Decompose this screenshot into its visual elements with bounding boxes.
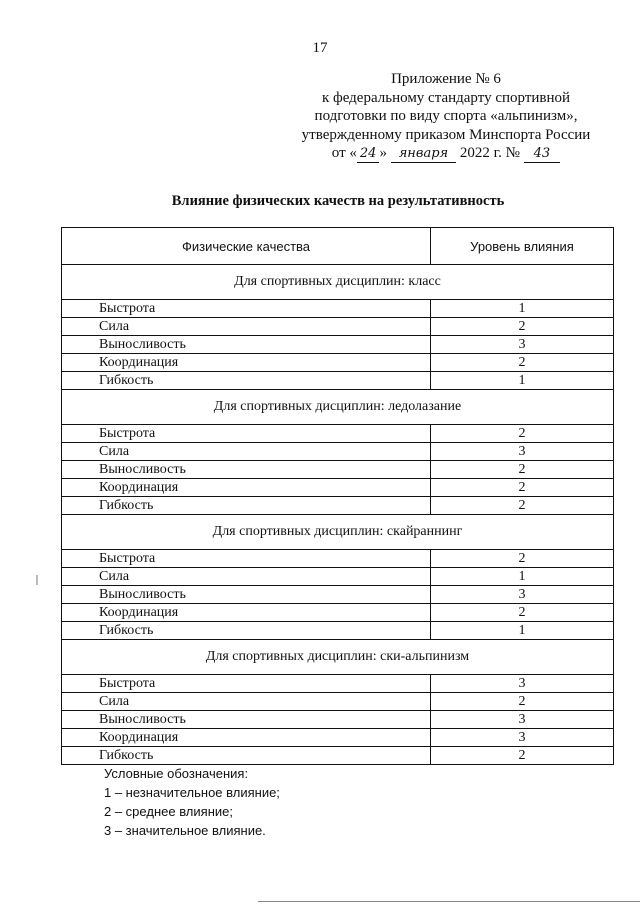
table-row: [62, 550, 614, 568]
appendix-date-line: [296, 144, 596, 163]
quality-cell: Выносливость: [62, 711, 431, 729]
table-body: [62, 228, 614, 765]
date-day: 24: [357, 146, 380, 163]
quality-cell: Координация: [62, 479, 431, 497]
legend: [104, 764, 280, 840]
table-row: [62, 729, 614, 747]
section-heading-row: [62, 640, 614, 675]
quality-cell: Сила: [62, 318, 431, 336]
level-cell: 3: [431, 443, 614, 461]
level-cell: 2: [431, 747, 614, 765]
quality-cell: Выносливость: [62, 586, 431, 604]
section-heading: Для спортивных дисциплин: ски-альпинизм: [62, 640, 614, 675]
order-number: 43: [524, 146, 561, 163]
header-quality: Физические качества: [62, 228, 431, 265]
table-row: [62, 300, 614, 318]
quality-cell: Гибкость: [62, 747, 431, 765]
level-cell: 3: [431, 336, 614, 354]
table-header-row: [62, 228, 614, 265]
header-level: Уровень влияния: [431, 228, 614, 265]
level-cell: 1: [431, 372, 614, 390]
quality-cell: Сила: [62, 568, 431, 586]
table-row: [62, 354, 614, 372]
level-cell: 2: [431, 318, 614, 336]
appendix-line-2: к федеральному стандарту спортивной: [321, 89, 571, 106]
table-row: [62, 675, 614, 693]
quality-cell: Сила: [62, 693, 431, 711]
scan-mark: [36, 575, 38, 585]
scan-edge-line: [258, 901, 640, 902]
level-cell: 1: [431, 568, 614, 586]
table-row: [62, 479, 614, 497]
level-cell: 2: [431, 354, 614, 372]
section-heading: Для спортивных дисциплин: класс: [62, 265, 614, 300]
appendix-line-4: утвержденному приказом Минспорта России: [301, 126, 591, 143]
quality-cell: Гибкость: [62, 497, 431, 515]
date-quote-close: »: [379, 145, 387, 161]
quality-cell: Выносливость: [62, 336, 431, 354]
legend-item: 3 – значительное влияние.: [104, 823, 266, 838]
table-row: [62, 336, 614, 354]
level-cell: 2: [431, 425, 614, 443]
quality-cell: Быстрота: [62, 300, 431, 318]
legend-item: 1 – незначительное влияние;: [104, 785, 280, 800]
document-title: Влияние физических качеств на результативность: [171, 193, 505, 209]
level-cell: 3: [431, 675, 614, 693]
legend-item: 2 – среднее влияние;: [104, 804, 233, 819]
quality-cell: Гибкость: [62, 372, 431, 390]
table-row: [62, 568, 614, 586]
level-cell: 2: [431, 461, 614, 479]
level-cell: 2: [431, 693, 614, 711]
table-row: [62, 461, 614, 479]
table-row: [62, 586, 614, 604]
date-prefix: от «: [331, 145, 357, 161]
level-cell: 3: [431, 729, 614, 747]
level-cell: 2: [431, 497, 614, 515]
quality-cell: Выносливость: [62, 461, 431, 479]
quality-cell: Быстрота: [62, 675, 431, 693]
influence-table: [61, 227, 614, 765]
level-cell: 1: [431, 300, 614, 318]
table-row: [62, 443, 614, 461]
quality-cell: Координация: [62, 354, 431, 372]
quality-cell: Координация: [62, 604, 431, 622]
level-cell: 2: [431, 604, 614, 622]
date-month: января: [391, 146, 456, 163]
table-row: [62, 622, 614, 640]
quality-cell: Координация: [62, 729, 431, 747]
table-row: [62, 372, 614, 390]
quality-cell: Быстрота: [62, 425, 431, 443]
appendix-title: Приложение № 6: [391, 71, 501, 87]
quality-cell: Гибкость: [62, 622, 431, 640]
section-heading-row: [62, 515, 614, 550]
level-cell: 3: [431, 711, 614, 729]
section-heading-row: [62, 265, 614, 300]
table-row: [62, 497, 614, 515]
appendix-header: [296, 70, 596, 163]
quality-cell: Быстрота: [62, 550, 431, 568]
section-heading: Для спортивных дисциплин: ледолазание: [62, 390, 614, 425]
level-cell: 2: [431, 479, 614, 497]
table-row: [62, 425, 614, 443]
section-heading-row: [62, 390, 614, 425]
level-cell: 3: [431, 586, 614, 604]
level-cell: 1: [431, 622, 614, 640]
appendix-line-3: подготовки по виду спорта «альпинизм»,: [314, 108, 578, 124]
page-number: 17: [312, 40, 328, 56]
table-row: [62, 711, 614, 729]
date-year: 2022 г. №: [459, 145, 520, 161]
table-row: [62, 693, 614, 711]
table-row: [62, 318, 614, 336]
level-cell: 2: [431, 550, 614, 568]
table-row: [62, 747, 614, 765]
quality-cell: Сила: [62, 443, 431, 461]
legend-title: Условные обозначения:: [104, 766, 249, 781]
table-row: [62, 604, 614, 622]
section-heading: Для спортивных дисциплин: скайраннинг: [62, 515, 614, 550]
